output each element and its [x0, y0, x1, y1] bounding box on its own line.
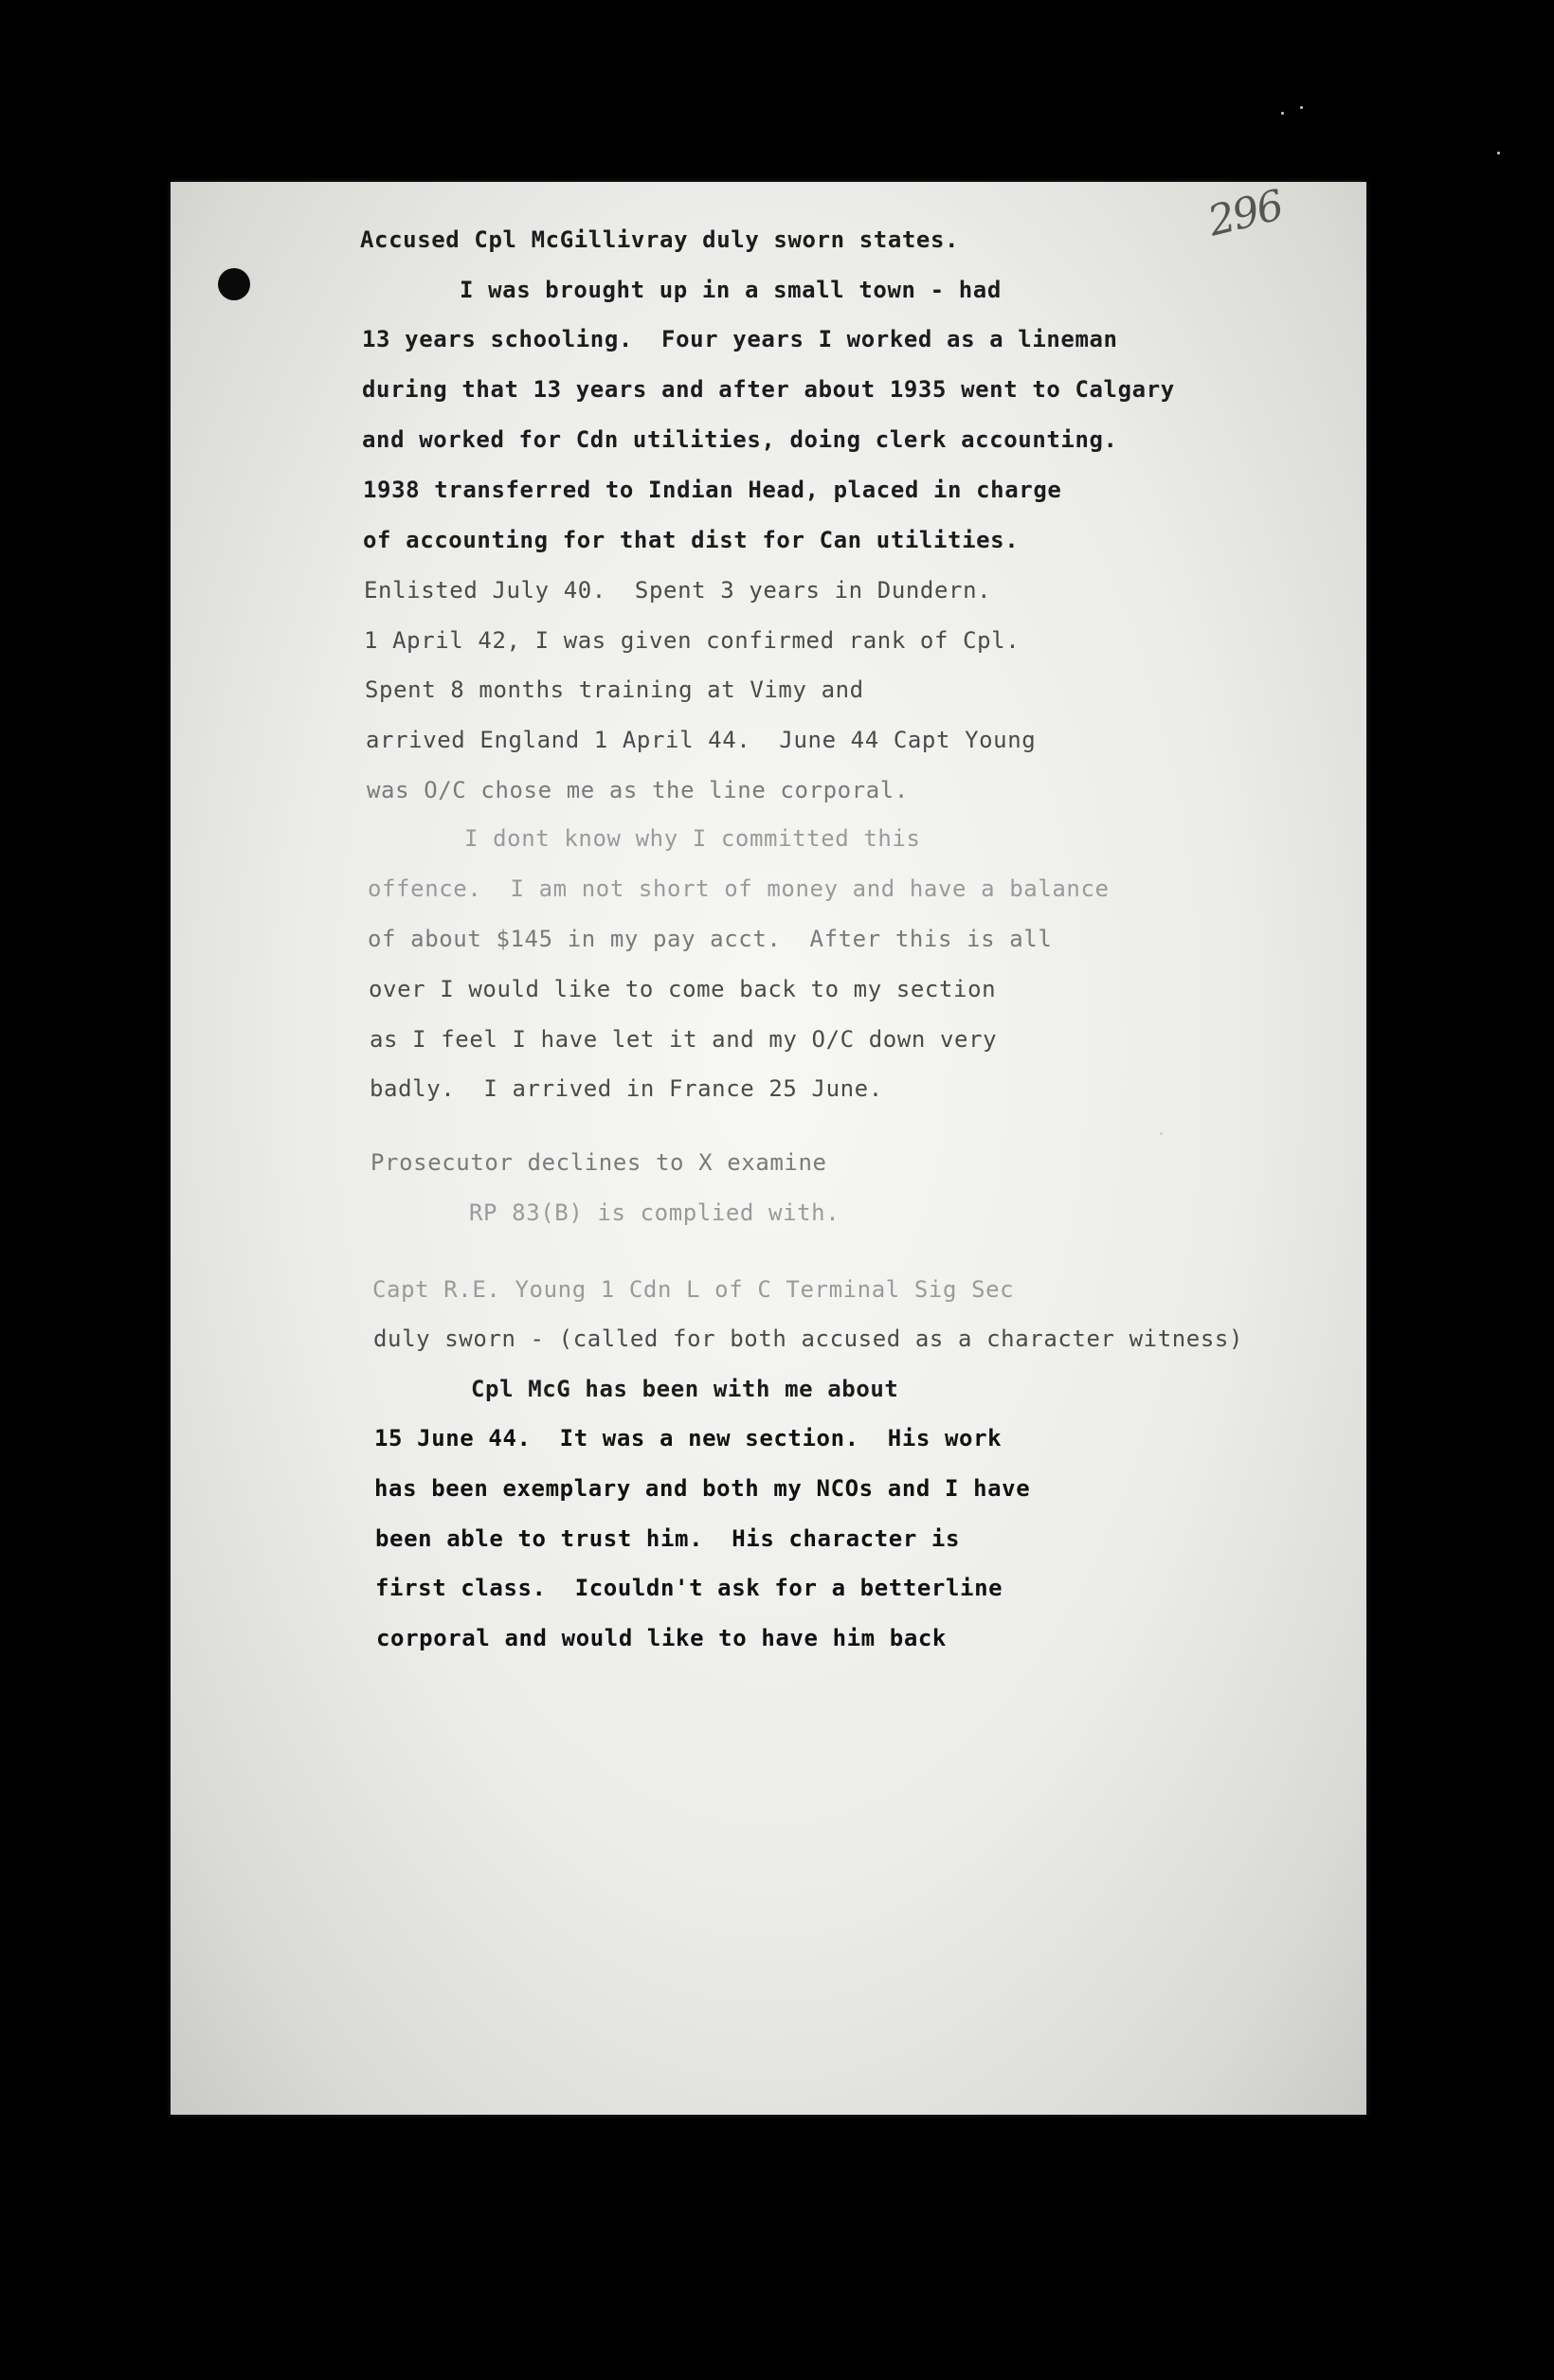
statement-line: I dont know why I committed this [464, 825, 921, 852]
statement-line: I was brought up in a small town - had [460, 277, 1002, 303]
statement-line: as I feel I have let it and my O/C down very [370, 1026, 998, 1053]
statement-line: arrived England 1 April 44. June 44 Capt Young [366, 727, 1037, 753]
statement-line: over I would like to come back to my section [369, 976, 997, 1002]
witness-line: corporal and would like to have him back [376, 1625, 947, 1651]
witness-line: has been exemplary and both my NCOs and I have [374, 1475, 1031, 1502]
punch-hole [218, 268, 250, 300]
statement-line: Accused Cpl McGillivray duly sworn states. [360, 226, 960, 253]
witness-line: 15 June 44. It was a new section. His work [374, 1425, 1003, 1451]
witness-line: been able to trust him. His character is [375, 1525, 961, 1552]
witness-line: Capt R.E. Young 1 Cdn L of C Terminal Sig Sec [372, 1276, 1015, 1303]
prosecutor-line: Prosecutor declines to X examine [370, 1149, 827, 1176]
scan-speck [1300, 106, 1303, 109]
scan-speck [1497, 152, 1500, 154]
scan-speck [1160, 1132, 1163, 1135]
prosecutor-line: RP 83(B) is complied with. [469, 1199, 840, 1226]
statement-line: offence. I am not short of money and have a balance [368, 875, 1110, 902]
scan-speck [1281, 112, 1284, 115]
witness-line: first class. Icouldn't ask for a betterline [375, 1575, 1003, 1601]
witness-line: Cpl McG has been with me about [471, 1376, 899, 1402]
statement-line: badly. I arrived in France 25 June. [370, 1075, 883, 1102]
statement-line: was O/C chose me as the line corporal. [367, 777, 909, 803]
statement-line: 1 April 42, I was given confirmed rank of Cpl. [364, 627, 1021, 654]
statement-line: 1938 transferred to Indian Head, placed in charge [363, 477, 1062, 503]
witness-line: duly sworn - (called for both accused as a character witness) [373, 1325, 1244, 1352]
statement-line: of accounting for that dist for Can utilities. [363, 527, 1020, 553]
statement-line: of about $145 in my pay acct. After this is all [368, 926, 1053, 952]
page-number-mark: 296 [1202, 181, 1287, 246]
statement-line: Enlisted July 40. Spent 3 years in Dundern. [364, 577, 992, 604]
statement-line: and worked for Cdn utilities, doing clerk accounting. [362, 426, 1118, 453]
statement-line: Spent 8 months training at Vimy and [365, 676, 864, 703]
statement-line: during that 13 years and after about 1935 went to Calgary [362, 376, 1175, 403]
statement-line: 13 years schooling. Four years I worked as a lineman [362, 326, 1118, 352]
